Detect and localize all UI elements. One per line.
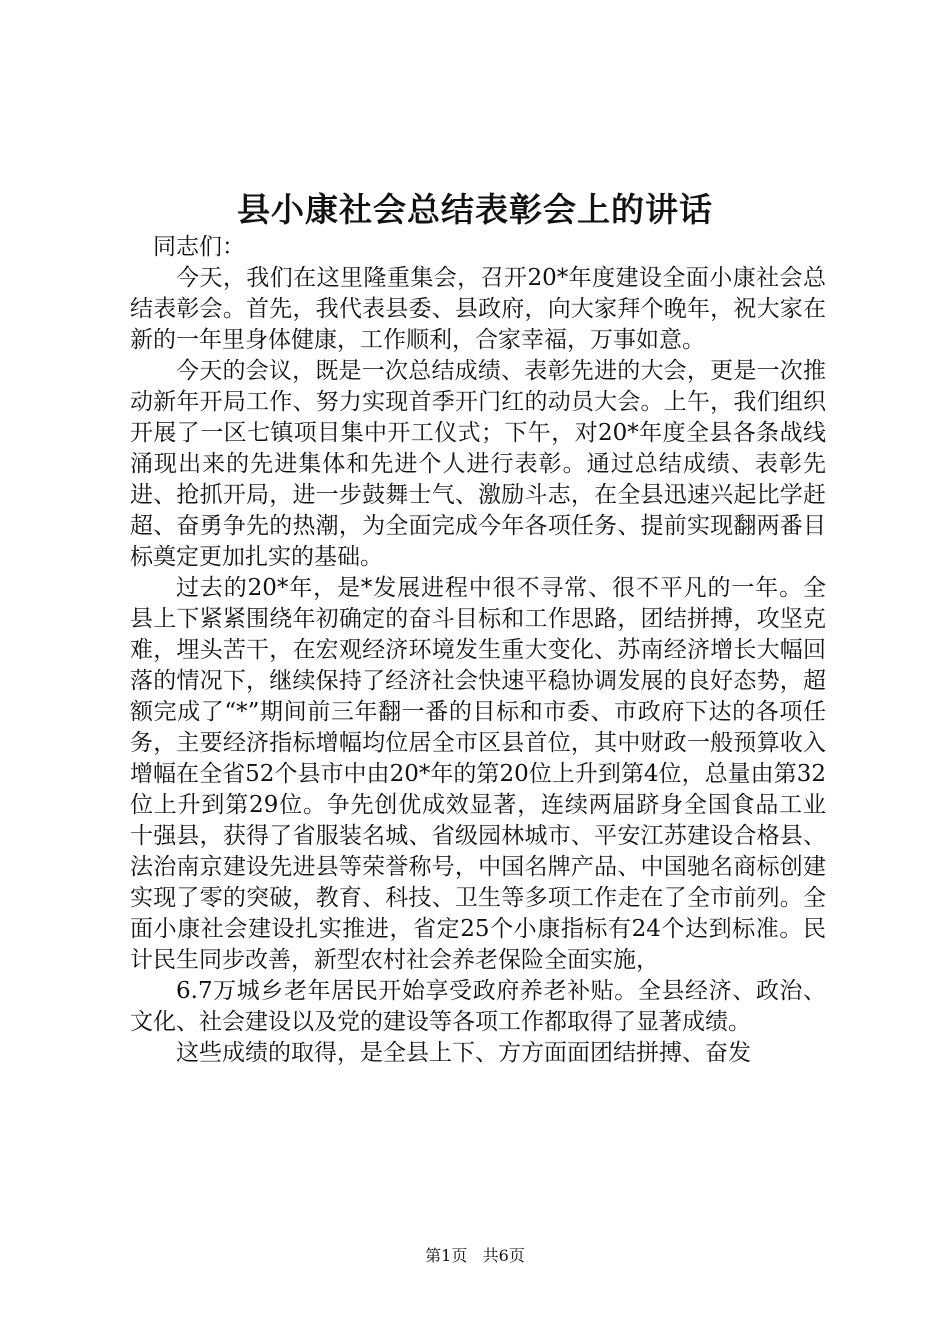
footer-spacer bbox=[472, 1246, 477, 1265]
page-number: 第1页 bbox=[425, 1246, 468, 1265]
paragraph-4: 6.7万城乡老年居民开始享受政府养老补贴。全县经济、政治、文化、社会建设以及党的建设等各项工作都取得了显著成绩。 bbox=[130, 978, 826, 1035]
document-body bbox=[130, 232, 826, 1069]
page-footer bbox=[0, 1244, 950, 1268]
paragraph-3: 过去的20*年，是*发展进程中很不寻常、很不平凡的一年。全县上下紧紧围绕年初确定的奋斗目标和工作思路，团结拼搏，攻坚克难，埋头苦干，在宏观经济环境发生重大变化、苏南经济增长大幅回落的情况下，继续保持了经济社会快速平稳协调发展的良好态势，超额完成了“*”期间前三年翻一番的目标和市委、市政府下达的各项任务，主要经济指标增幅均位居全市区县首位，其中财政一般预算收入增幅在全省52个县市中由20*年的第20位上升到第4位，总量由第32位上升到第29位。争先创优成效显著，连续两届跻身全国食品工业十强县，获得了省服装名城、省级园林城市、平安江苏建设合格县、法治南京建设先进县等荣誉称号，中国名牌产品、中国驰名商标创建实现了零的突破，教育、科技、卫生等多项工作走在了全市前列。全面小康社会建设扎实推进，省定25个小康指标有24个达到标准。民计民生同步改善，新型农村社会养老保险全面实施， bbox=[130, 575, 826, 973]
paragraph-1: 今天，我们在这里隆重集会，召开20*年度建设全面小康社会总结表彰会。首先，我代表县委、县政府，向大家拜个晚年，祝大家在新的一年里身体健康，工作顺利，合家幸福，万事如意。 bbox=[130, 265, 826, 353]
paragraph-2: 今天的会议，既是一次总结成绩、表彰先进的大会，更是一次推动新年开局工作、努力实现首季开门红的动员大会。上午，我们组织开展了一区七镇项目集中开工仪式；下午，对20*年度全县各条战线涌现出来的先进集体和先进个人进行表彰。通过总结成绩、表彰先进、抢抓开局，进一步鼓舞士气、激励斗志，在全县迅速兴起比学赶超、奋勇争先的热潮，为全面完成今年各项任务、提前实现翻两番目标奠定更加扎实的基础。 bbox=[130, 358, 826, 570]
document-title: 县小康社会总结表彰会上的讲话 bbox=[237, 190, 713, 229]
paragraph-5: 这些成绩的取得，是全县上下、方方面面团结拼搏、奋发 bbox=[176, 1040, 751, 1066]
total-pages: 共6页 bbox=[482, 1246, 525, 1265]
salutation: 同志们： bbox=[153, 234, 245, 260]
